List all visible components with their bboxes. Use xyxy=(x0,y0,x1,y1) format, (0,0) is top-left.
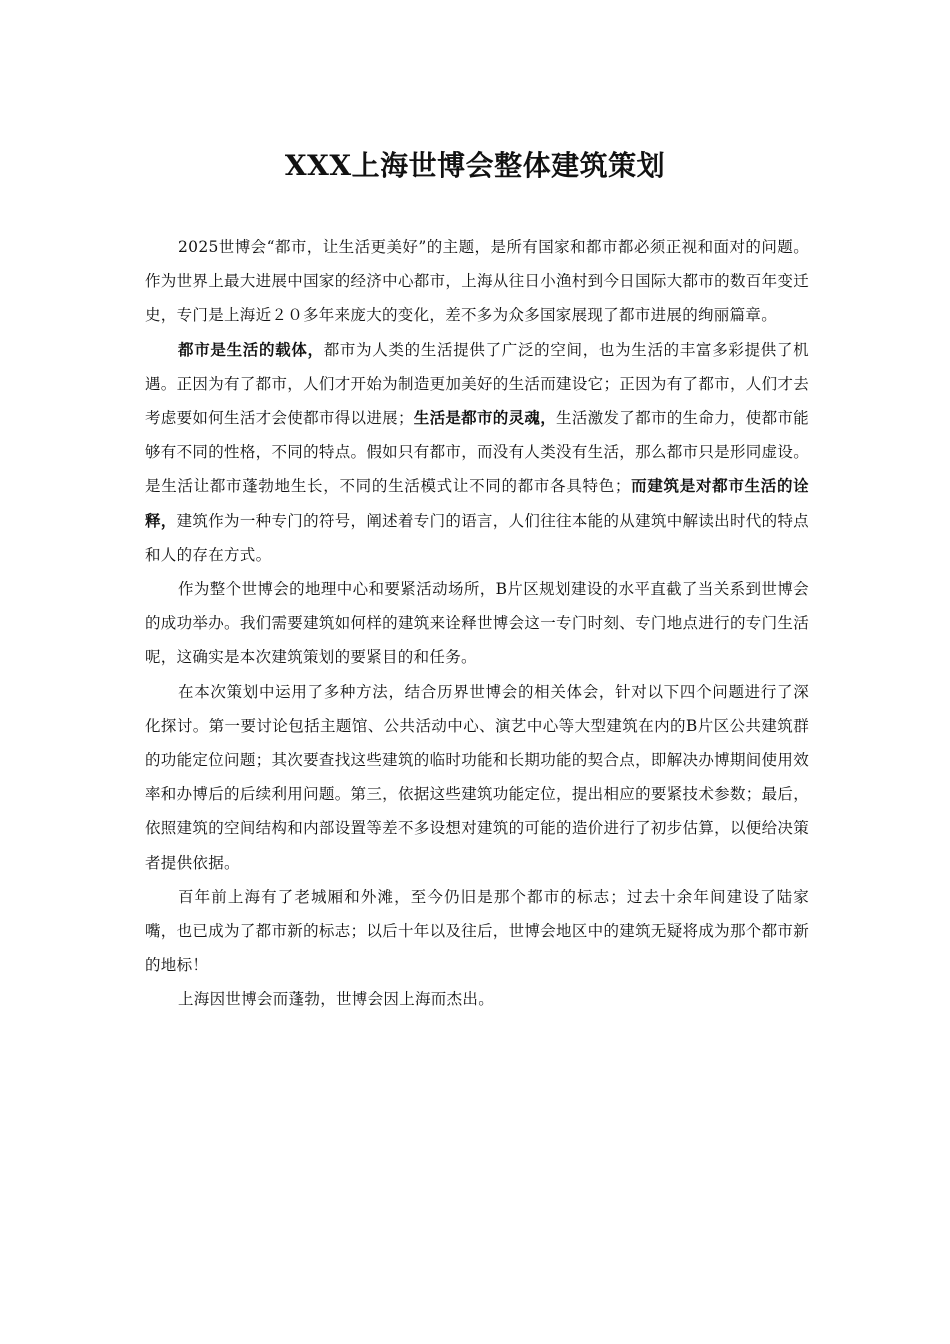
paragraph-text: 都市为人类的生活提供了广泛的空间，也为生活的丰富多彩提供了机遇。正因为有了都市，人们才开始为制造更加美好的生活而建设它；正因为有了都市，人们才去考虑要如何生活才会使都市得以进展； xyxy=(145,340,809,428)
paragraph-text: 2025世博会“都市，让生活更美好”的主题，是所有国家和都市都必须正视和面对的问题。作为世界上最大进展中国家的经济中心都市，上海从往日小渔村到今日国际大都市的数百年变迁史，专门是上海近２０多年来庞大的变化，差不多为众多国家展现了都市进展的绚丽篇章。 xyxy=(145,238,809,325)
emphasis-city-carrier: 都市是生活的载体， xyxy=(178,339,324,359)
paragraph-intro xyxy=(145,230,809,333)
paragraph-zone-b xyxy=(145,572,809,675)
paragraph-text: 生活激发了都市的生命力，使都市能够有不同的性格，不同的特点。假如只有都市，而没有人类没有生活，那么都市只是形同虚设。是生活让都市蓬勃地生长，不同的生活模式让不同的都市各具特色； xyxy=(145,409,809,496)
paragraph-closing xyxy=(145,982,809,1016)
document-title: XXX上海世博会整体建筑策划 xyxy=(284,149,666,182)
emphasis-life-soul: 生活是都市的灵魂， xyxy=(413,408,557,428)
paragraph-city-life xyxy=(145,333,809,572)
paragraph-methods xyxy=(145,675,809,880)
paragraph-text: 上海因世博会而蓬勃，世博会因上海而杰出。 xyxy=(178,990,495,1009)
paragraph-text: 建筑作为一种专门的符号，阐述着专门的语言，人们往往本能的从建筑中解读出时代的特点和人的存在方式。 xyxy=(145,511,809,564)
paragraph-text: 百年前上海有了老城厢和外滩，至今仍旧是那个都市的标志；过去十余年间建设了陆家嘴，也已成为了都市新的标志；以后十年以及往后，世博会地区中的建筑无疑将成为那个都市新的地标！ xyxy=(145,887,809,975)
paragraph-text: 作为整个世博会的地理中心和要紧活动场所，B片区规划建设的水平直截了当关系到世博会的成功举办。我们需要建筑如何样的建筑来诠释世博会这一专门时刻、专门地点进行的专门生活呢，这确实是本次建筑策划的要紧目的和任务。 xyxy=(145,580,809,667)
paragraph-landmarks xyxy=(145,880,809,983)
document-body xyxy=(145,230,809,1017)
paragraph-text: 在本次策划中运用了多种方法，结合历界世博会的相关体会，针对以下四个问题进行了深化探讨。第一要讨论包括主题馆、公共活动中心、演艺中心等大型建筑在内的B片区公共建筑群的功能定位问题；其次要查找这些建筑的临时功能和长期功能的契合点，即解决办博期间使用效率和办博后的后续利用问题。第三，依据这些建筑功能定位，提出相应的要紧技术参数；最后，依照建筑的空间结构和内部设置等差不多设想对建筑的可能的造价进行了初步估算，以便给决策者提供依据。 xyxy=(145,682,809,872)
emphasis-architecture-interpretation: 而建筑是对都市生活的诠释， xyxy=(145,476,809,530)
